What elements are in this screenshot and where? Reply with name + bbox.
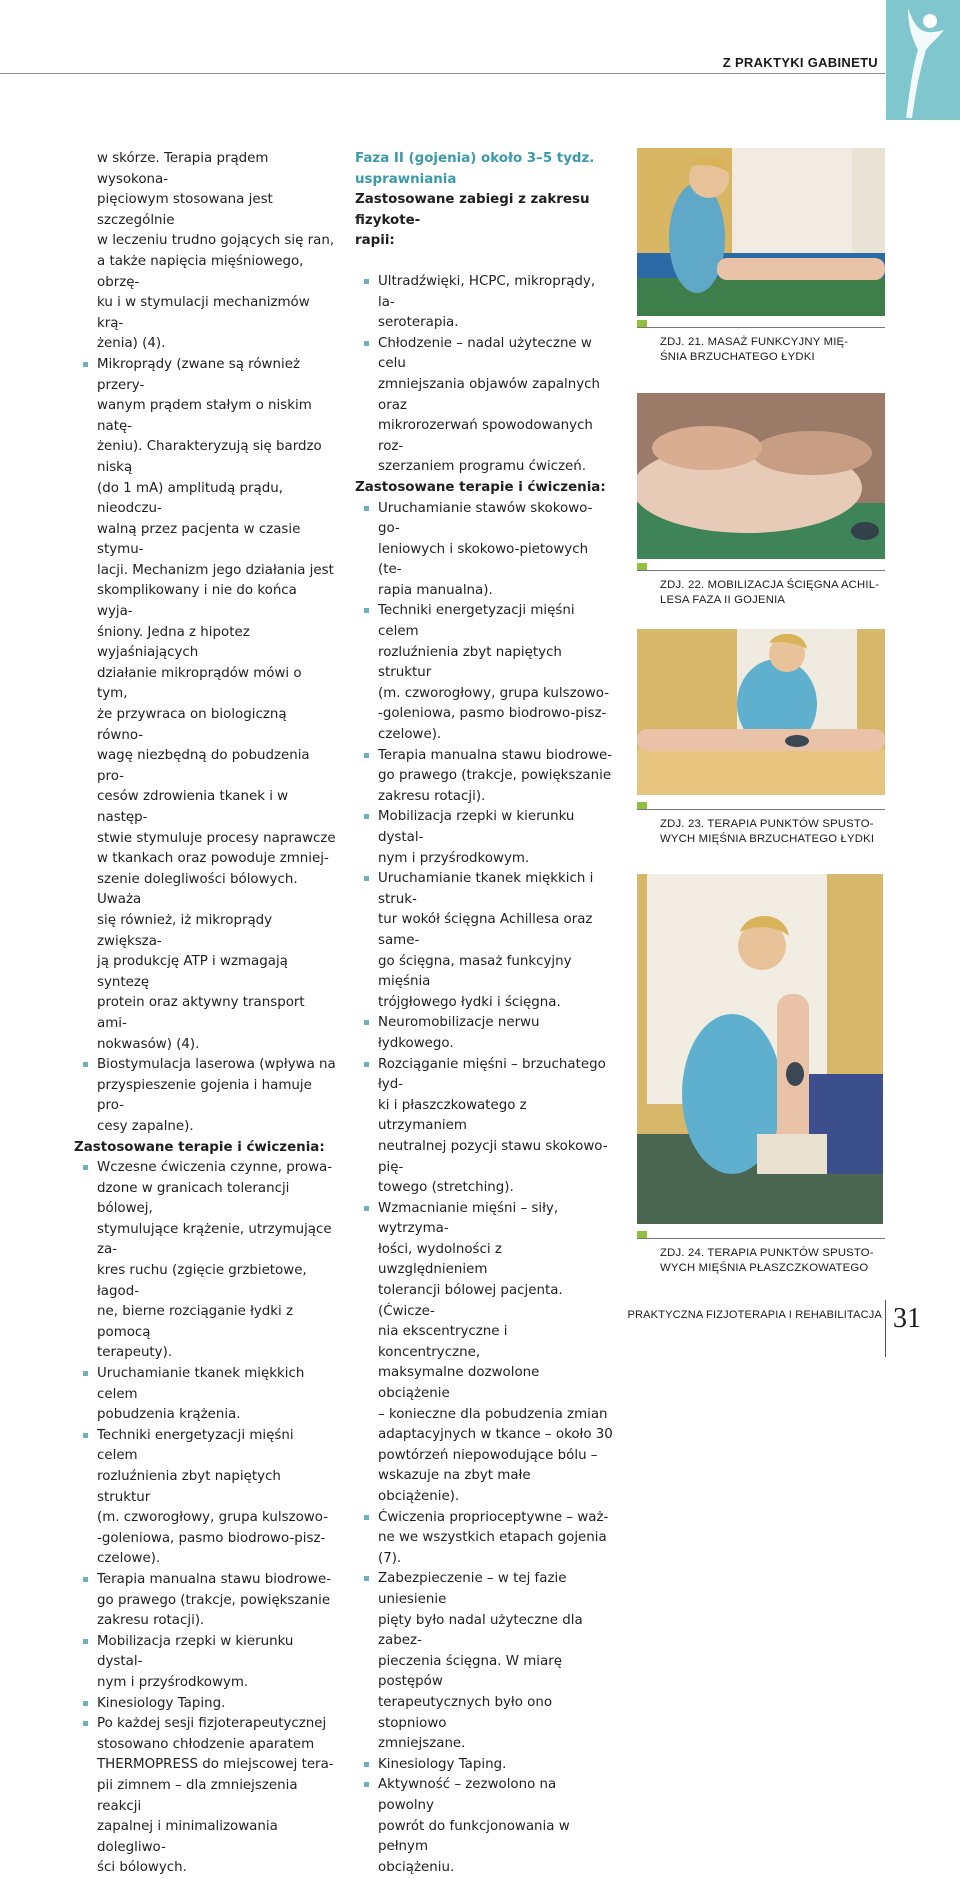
- text-line: Neuromobilizacje nerwu łydkowego.: [378, 1015, 540, 1051]
- list-item: [355, 1199, 613, 1508]
- text-line: (do 1 mA) amplitudą prądu, nieodczu-: [97, 480, 283, 517]
- text-line: Mikroprądy (zwane są również przery-: [97, 356, 300, 393]
- text-line: neutralnej pozycji stawu skokowo-pię-: [378, 1138, 608, 1175]
- text-line: walną przez pacjenta w czasie stymu-: [97, 521, 301, 558]
- list-item: [355, 334, 613, 478]
- page-number: 31: [893, 1303, 921, 1334]
- text-line: czelowe).: [378, 727, 442, 743]
- text-line: Uruchamianie tkanek miękkich i struk-: [378, 871, 594, 907]
- text-line: – konieczne dla pobudzenia zmian: [378, 1406, 608, 1422]
- text-line: go prawego (trakcje, powiększanie: [378, 768, 612, 784]
- text-line: maksymalne dozwolone obciążenie: [378, 1365, 540, 1402]
- text-line: Ćwiczenia proprioceptywne – waż-: [378, 1509, 609, 1525]
- text-line: (m. czworogłowy, grupa kulszowo-: [378, 685, 610, 701]
- photo-21: [637, 148, 885, 316]
- text-line: ne, bierne rozciąganie łydki z pomocą: [97, 1304, 294, 1340]
- list-item: [355, 1508, 613, 1570]
- text-line: tolerancji bólowej pacjenta. (Ćwicze-: [378, 1283, 563, 1319]
- text-line: Chłodzenie – nadal użyteczne w celu: [378, 335, 592, 372]
- text-line: cesy zapalne).: [97, 1118, 194, 1134]
- text-line: szenie dolegliwości bólowych. Uważa: [97, 871, 298, 908]
- text-line: żenia) (4).: [97, 336, 166, 352]
- caption-marker: [637, 320, 647, 327]
- text-line: tur wokół ścięgna Achillesa oraz same-: [378, 912, 593, 948]
- text-line: Kinesiology Taping.: [378, 1756, 507, 1772]
- text-line: Zastosowane zabiegi z zakresu fizykote-: [355, 192, 590, 228]
- text-line: -goleniowa, pasmo biodrowo-pisz-: [378, 706, 607, 722]
- photo-22: [637, 393, 885, 559]
- text-line: Mobilizacja rzepki w kierunku dystal-: [378, 809, 575, 845]
- text-line: nym i przyśrodkowym.: [378, 850, 530, 866]
- list-item: [74, 1364, 336, 1426]
- section-label: Z PRAKTYKI GABINETU: [722, 55, 878, 70]
- text-line: wanym prądem stałym o niskim natę-: [97, 398, 312, 434]
- text-line: Po każdej sesji fizjoterapeutycznej: [97, 1716, 327, 1732]
- text-line: skomplikowany i nie do końca wyja-: [97, 583, 297, 620]
- text-line: protein oraz aktywny transport ami-: [97, 995, 305, 1031]
- list-item: [74, 1714, 336, 1879]
- text-line: Biostymulacja laserowa (wpływa na: [97, 1057, 336, 1073]
- photo-24: [637, 874, 883, 1224]
- text-line: obciążeniu.: [378, 1859, 455, 1875]
- text-line: łości, wydolności z uwzględnieniem: [378, 1241, 502, 1278]
- procedures-list: [355, 272, 613, 478]
- caption-23-text: ZDJ. 23. TERAPIA PUNKTÓW SPUSTO- WYCH MIĘŚNIA BRZUCHATEGO ŁYDKI: [660, 818, 875, 845]
- text-line: powrót do funkcjonowania w pełnym: [378, 1818, 570, 1855]
- text-line: Zabezpieczenie – w tej fazie uniesienie: [378, 1571, 567, 1607]
- text-line: ją produkcję ATP i wzmagają syntezę: [97, 954, 288, 990]
- text-line: go ścięgna, masaż funkcyjny mięśnia: [378, 953, 572, 990]
- caption-21: [637, 327, 885, 363]
- text-line: nym i przyśrodkowym.: [97, 1674, 249, 1690]
- text-line: ki i płaszczkowatego z utrzymaniem: [378, 1097, 527, 1134]
- procedures-heading: [355, 190, 613, 252]
- text-line: wagę niezbędną do pobudzenia pro-: [97, 748, 310, 784]
- list-item: [74, 1632, 336, 1694]
- text-line: -goleniowa, pasmo biodrowo-pisz-: [97, 1530, 326, 1546]
- list-item: [355, 807, 613, 869]
- caption-marker: [637, 802, 647, 809]
- text-line: Wczesne ćwiczenia czynne, prowa-: [97, 1160, 333, 1176]
- electrotherapy-list: [74, 355, 336, 1138]
- text-line: się również, iż mikroprądy zwiększa-: [97, 912, 273, 949]
- caption-22: [637, 570, 885, 606]
- text-line: dzone w granicach tolerancji bólowej,: [97, 1180, 290, 1217]
- footer-rule: [885, 1300, 886, 1357]
- text-line: przyspieszenie gojenia i hamuje pro-: [97, 1077, 312, 1114]
- text-line: wskazuje na zbyt małe obciążenie).: [378, 1468, 531, 1504]
- text-line: rapia manualna).: [378, 582, 493, 598]
- list-item: [355, 1755, 613, 1776]
- caption-rule: [637, 1238, 885, 1239]
- text-line: pieczenia ścięgna. W miarę postępów: [378, 1653, 562, 1690]
- text-line: (m. czworogłowy, grupa kulszowo-: [97, 1510, 329, 1526]
- journal-logo: [886, 0, 960, 120]
- list-item: [355, 869, 613, 1013]
- text-line: Terapia manualna stawu biodrowe-: [378, 747, 613, 763]
- text-line: czelowe).: [97, 1551, 161, 1567]
- caption-24-text: ZDJ. 24. TERAPIA PUNKTÓW SPUSTO- WYCH MIĘŚNIA PŁASZCZKOWATEGO: [660, 1247, 874, 1274]
- text-line: zakresu rotacji).: [97, 1613, 205, 1629]
- text-line: rapii:: [355, 233, 395, 249]
- caption-rule: [637, 327, 885, 328]
- text-line: w leczeniu trudno gojących się ran,: [97, 233, 335, 249]
- text-line: Uruchamianie stawów skokowo-go-: [378, 500, 593, 537]
- caption-rule: [637, 570, 885, 571]
- caption-rule: [637, 809, 885, 810]
- middle-column: [355, 149, 613, 1878]
- caption-marker: [637, 1231, 647, 1238]
- text-line: Aktywność – zezwolono na powolny: [378, 1777, 557, 1813]
- text-line: a także napięcia mięśniowego, obrzę-: [97, 253, 304, 290]
- therapies-heading: Zastosowane terapie i ćwiczenia:: [74, 1139, 325, 1155]
- text-line: Faza II (gojenia) około 3–5 tydz.: [355, 151, 595, 166]
- text-line: Uruchamianie tkanek miękkich celem: [97, 1366, 305, 1402]
- text-line: ści bólowych.: [97, 1860, 187, 1876]
- text-line: Mobilizacja rzepki w kierunku dystal-: [97, 1633, 294, 1670]
- list-item: [355, 746, 613, 808]
- text-line: go prawego (trakcje, powiększanie: [97, 1592, 331, 1608]
- text-line: terapeutycznych było ono stopniowo: [378, 1694, 553, 1731]
- text-line: mikrorozerwań spowodowanych roz-: [378, 418, 593, 454]
- caption-22-text: ZDJ. 22. MOBILIZACJA ŚCIĘGNA ACHIL- LESA FAZA II GOJENIA: [660, 579, 880, 606]
- text-line: pobudzenia krążenia.: [97, 1407, 241, 1423]
- list-item: [74, 355, 336, 1055]
- journal-name: PRAKTYCZNA FIZJOTERAPIA I REHABILITACJA: [627, 1309, 882, 1321]
- list-item: [74, 1158, 336, 1364]
- text-line: pięciowym stosowana jest szczególnie: [97, 192, 273, 228]
- text-line: towego (stretching).: [378, 1180, 514, 1196]
- figure-logo-icon: [886, 0, 960, 120]
- text-line: Wzmacnianie mięśni – siły, wytrzyma-: [378, 1200, 559, 1237]
- text-line: nokwasów) (4).: [97, 1036, 200, 1052]
- caption-21-text: ZDJ. 21. MASAŻ FUNKCYJNY MIĘ- ŚNIA BRZUCHATEGO ŁYDKI: [660, 336, 849, 363]
- list-item: [74, 1570, 336, 1632]
- list-item: [74, 1426, 336, 1570]
- left-column: [74, 149, 336, 1879]
- text-line: trójgłowego łydki i ścięgna.: [378, 994, 561, 1010]
- phase-title: [355, 149, 613, 190]
- intro-paragraph: [74, 149, 336, 355]
- therapies-list: [74, 1158, 336, 1879]
- text-line: cesów zdrowienia tkanek i w następ-: [97, 789, 289, 825]
- photo-23: [637, 629, 885, 795]
- text-line: seroterapia.: [378, 315, 459, 331]
- text-line: terapeuty).: [97, 1345, 173, 1361]
- text-line: zapalnej i minimalizowania dolegliwo-: [97, 1819, 278, 1855]
- list-item: [355, 272, 613, 334]
- caption-23: [637, 809, 885, 845]
- text-line: pięty było nadal użyteczne dla zabez-: [378, 1612, 583, 1649]
- text-line: zmniejszania objawów zapalnych oraz: [378, 376, 601, 413]
- text-line: Rozciąganie mięśni – brzuchatego łyd-: [378, 1056, 606, 1093]
- text-line: stwie stymuluje procesy naprawcze: [97, 830, 336, 846]
- list-item: [355, 1569, 613, 1754]
- header-rule: [0, 73, 885, 74]
- list-item: [355, 1013, 613, 1054]
- text-line: nia ekscentryczne i koncentryczne,: [378, 1324, 508, 1360]
- list-item: [355, 499, 613, 602]
- list-item: [355, 1775, 613, 1878]
- text-line: żeniu). Charakteryzują się bardzo niską: [97, 439, 322, 475]
- list-item: [355, 601, 613, 745]
- caption-24: [637, 1238, 885, 1274]
- text-line: szerzaniem programu ćwiczeń.: [378, 459, 587, 475]
- therapies-heading-2: Zastosowane terapie i ćwiczenia:: [355, 479, 606, 495]
- text-line: ku i w stymulacji mechanizmów krą-: [97, 295, 310, 331]
- text-line: zmniejszane.: [378, 1736, 466, 1752]
- text-line: rozluźnienia zbyt napiętych struktur: [378, 644, 562, 681]
- text-line: Kinesiology Taping.: [97, 1695, 226, 1711]
- text-line: THERMOPRESS do miejscowej tera-: [97, 1757, 334, 1773]
- text-line: Ultradźwięki, HCPC, mikroprądy, la-: [378, 273, 596, 310]
- text-line: Techniki energetyzacji mięśni celem: [378, 603, 575, 640]
- text-line: pii zimnem – dla zmniejszenia reakcji: [97, 1777, 298, 1814]
- text-line: lacji. Mechanizm jego działania jest: [97, 562, 334, 578]
- caption-marker: [637, 563, 647, 570]
- therapies-list-2: [355, 499, 613, 1879]
- text-line: adaptacyjnych w tkance – około 30: [378, 1427, 613, 1443]
- list-item: [355, 1055, 613, 1199]
- text-line: powtórzeń niepowodujące bólu –: [378, 1447, 598, 1463]
- text-line: w tkankach oraz powoduje zmniej-: [97, 851, 329, 867]
- text-line: leniowych i skokowo-pietowych (te-: [378, 541, 589, 578]
- text-line: śniony. Jedna z hipotez wyjaśniających: [97, 624, 250, 661]
- text-line: usprawniania: [355, 171, 457, 187]
- text-line: ne we wszystkich etapach gojenia (7).: [378, 1530, 607, 1566]
- text-line: stosowano chłodzenie aparatem: [97, 1736, 315, 1752]
- list-item: [74, 1055, 336, 1137]
- text-line: że przywraca on biologiczną równo-: [97, 707, 287, 743]
- text-line: w skórze. Terapia prądem wysokona-: [97, 151, 269, 187]
- text-line: Techniki energetyzacji mięśni celem: [97, 1427, 294, 1464]
- text-line: stymulujące krążenie, utrzymujące za-: [97, 1221, 332, 1258]
- text-line: Terapia manualna stawu biodrowe-: [97, 1571, 332, 1587]
- text-line: kres ruchu (zgięcie grzbietowe, łagod-: [97, 1263, 307, 1299]
- text-line: rozluźnienia zbyt napiętych struktur: [97, 1469, 281, 1505]
- text-line: działanie mikroprądów mówi o tym,: [97, 665, 302, 702]
- text-line: zakresu rotacji).: [378, 788, 486, 804]
- list-item: [74, 1694, 336, 1715]
